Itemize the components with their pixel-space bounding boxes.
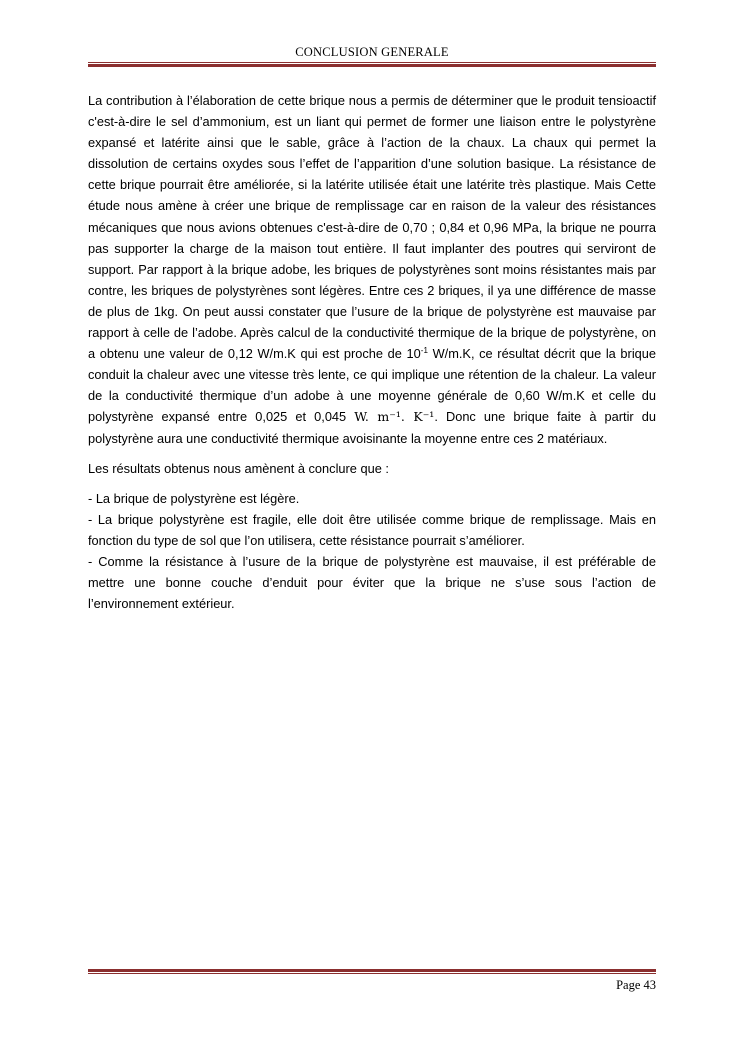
footer-divider-thin [88, 973, 656, 974]
conclusions-list [88, 488, 656, 615]
header-divider-thin [88, 62, 656, 63]
page-header-title: CONCLUSION GENERALE [295, 45, 449, 59]
paragraph-text-part: . Donc une brique faite à partir du polystyrène aura une conductivité thermique avoisinante la moyenne entre ces 2 matériaux. [88, 409, 657, 446]
header-divider-thick [88, 64, 656, 67]
footer-divider-thick [88, 969, 656, 972]
unit-expression: W. m⁻¹. K⁻¹ [354, 409, 435, 425]
list-item: - La brique de polystyrène est légère. [88, 490, 300, 506]
paragraph-text-part: La contribution à l’élaboration de cette brique nous a permis de déterminer que le produit tensioactif c'est-à-dire le sel d’ammonium, est un liant qui permet de former une liaison entre le polystyrène expansé et latérite ainsi que le sable, grâce à l’action de la chaux. La chaux qui permet la dissolution de certains oxydes sous l’effet de l’apparition d’une solution basique. La résistance de cette brique pourrait être améliorée, si la latérite utilisée était une latérite très plastique. Mais Cette étude nous amène à créer une brique de remplissage car en raison de la valeur des résistances mécaniques que nous avions obtenues c'est-à-dire de 0,70 ; 0,84 et 0,96 MPa, la brique ne pourra pas supporter la charge de la maison tout entière. Il faut implanter des poutres qui serviront de support. Par rapport à la brique adobe, les briques de polystyrènes sont moins résistantes mais par contre, les briques de polystyrènes sont légères. Entre ces 2 briques, il ya une différence de masse de plus de 1kg. On peut aussi constater que l’usure de la brique de polystyrène est mauvaise par rapport à celle de l’adobe. Après calcul de la conductivité thermique de la brique de polystyrène, on a obtenu une valeur de 0,12 W/m.K qui est proche de 10 [88, 93, 656, 362]
list-item: - La brique polystyrène est fragile, elle doit être utilisée comme brique de remplissage. Mais en fonction du type de sol que l’on utilisera, cette résistance pourrait s’améliorer. [88, 511, 656, 548]
paragraph-results-lead: Les résultats obtenus nous amènent à conclure que : [88, 460, 389, 476]
paragraph-conclusion-intro [88, 90, 656, 449]
exponent-superscript: -1 [420, 346, 428, 356]
page-number: Page 43 [616, 978, 656, 992]
list-item: - Comme la résistance à l’usure de la brique de polystyrène est mauvaise, il est préférable de mettre une bonne couche d’enduit pour éviter que la brique ne s’use sous l’action de l’environnement extérieur. [88, 553, 656, 612]
paragraph-text-part: W/m.K, ce résultat décrit que la brique conduit la chaleur avec une vitesse très lente, ce qui implique une rétention de la chaleur. La valeur de la conductivité thermique d’un adobe à une moyenne générale de 0,60 W/m.K et celle du polystyrène expansé entre 0,025 et 0,045 [88, 346, 657, 425]
document-body [88, 90, 656, 614]
